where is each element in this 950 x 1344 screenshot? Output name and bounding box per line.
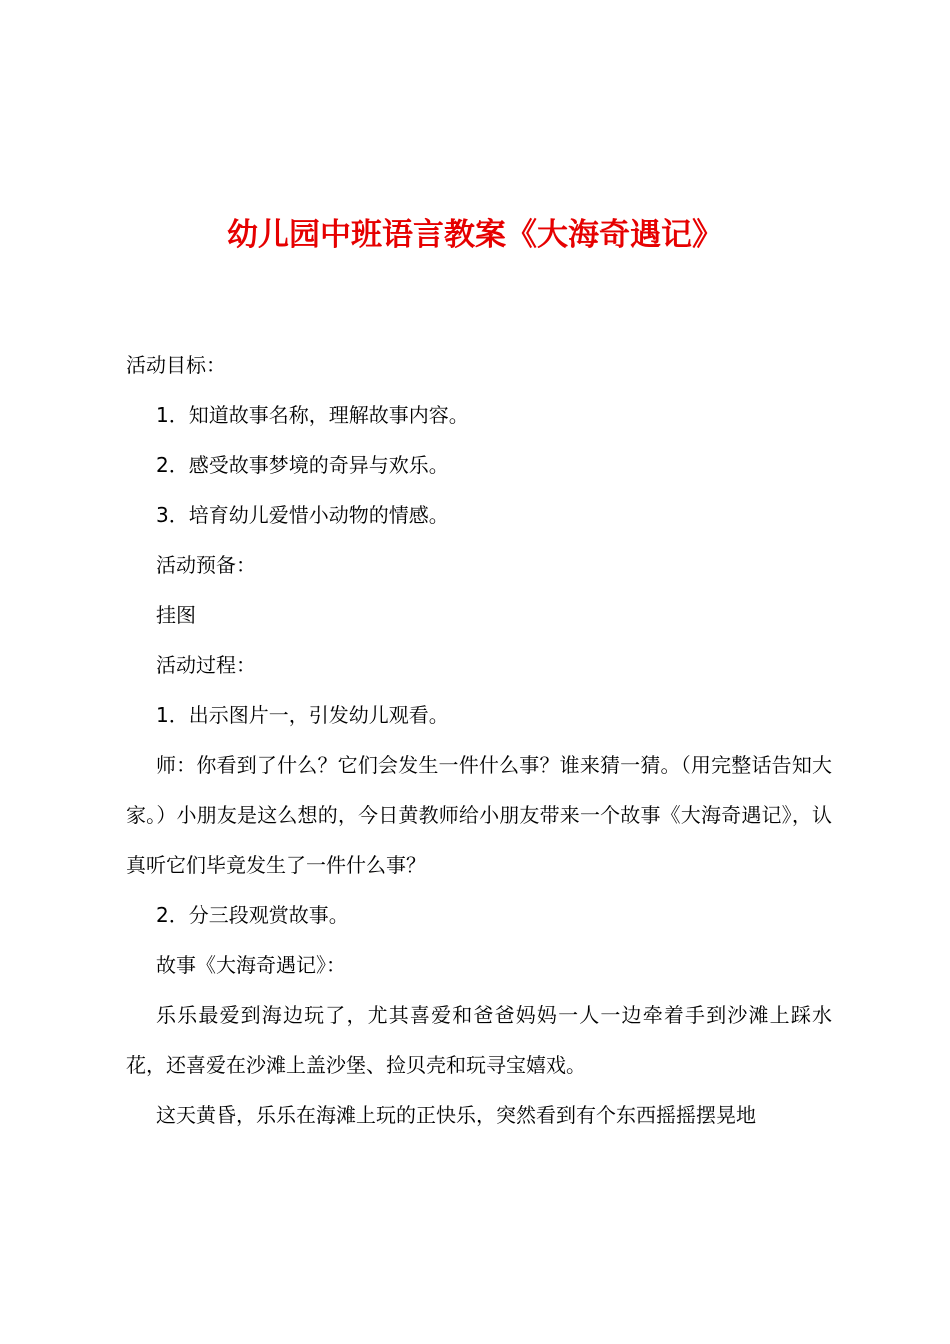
paragraph-goal-3: 3．培育幼儿爱惜小动物的情感。 xyxy=(156,503,449,527)
paragraph-goal-2: 2．感受故事梦境的奇异与欢乐。 xyxy=(156,453,449,477)
paragraph-activity-process: 活动过程： xyxy=(156,653,256,677)
paragraph-step-1: 1．出示图片一，引发幼儿观看。 xyxy=(156,703,449,727)
paragraph-goal-1: 1．知道故事名称，理解故事内容。 xyxy=(156,403,469,427)
paragraph-teacher-question: 师：你看到了什么？它们会发生一件什么事？谁来猜一猜。（用完整话告知大家。）小朋友是这么想的，今日黄教师给小朋友带来一个故事《大海奇遇记》，认真听它们毕竟发生了一件什么事？ xyxy=(126,753,832,877)
paragraph-story-2: 这天黄昏，乐乐在海滩上玩的正快乐，突然看到有个东西摇摇摆晃地 xyxy=(156,1103,756,1127)
paragraph-wall-chart: 挂图 xyxy=(156,603,196,627)
paragraph-story-1: 乐乐最爱到海边玩了，尤其喜爱和爸爸妈妈一人一边牵着手到沙滩上踩水花，还喜爱在沙滩上盖沙堡、捡贝壳和玩寻宝嬉戏。 xyxy=(126,1003,832,1077)
paragraph-story-title: 故事《大海奇遇记》： xyxy=(156,953,346,977)
document-title: 幼儿园中班语言教案《大海奇遇记》 xyxy=(227,217,723,253)
paragraph-activity-goals: 活动目标： xyxy=(126,353,226,377)
document-body xyxy=(126,340,832,1140)
paragraph-step-2: 2．分三段观赏故事。 xyxy=(156,903,349,927)
paragraph-activity-prep: 活动预备： xyxy=(156,553,256,577)
